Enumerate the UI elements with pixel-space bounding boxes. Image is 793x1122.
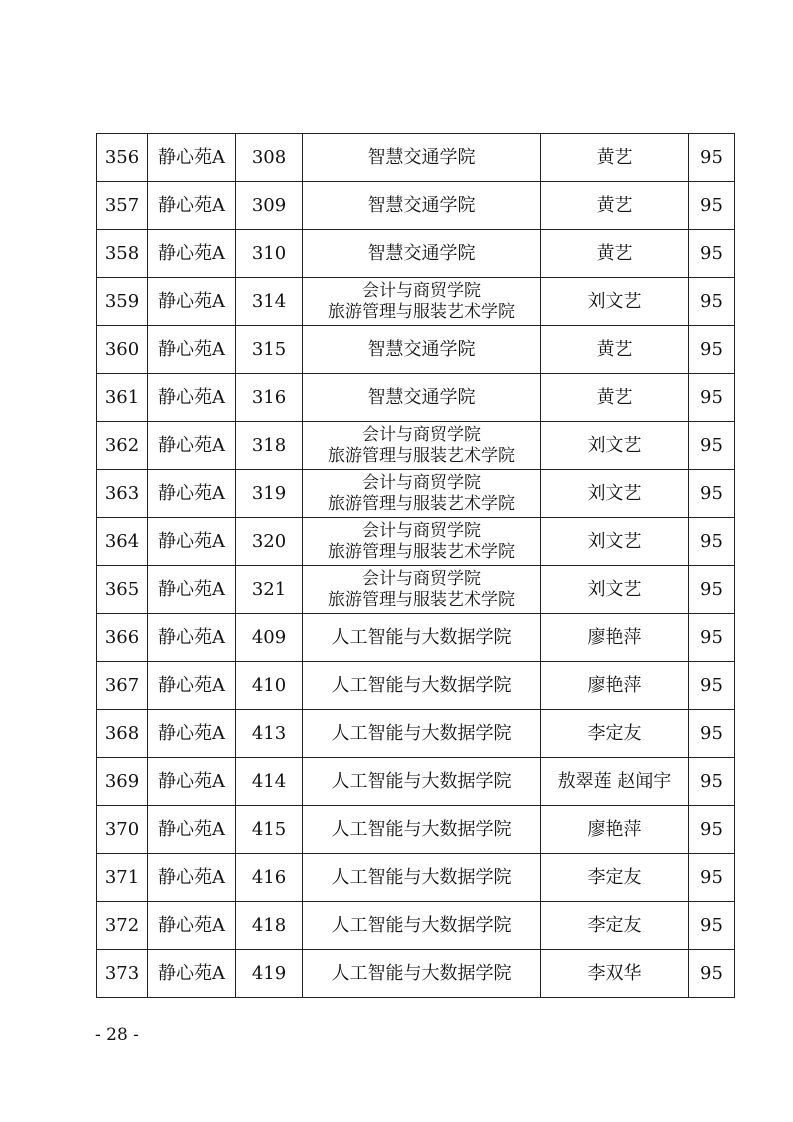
cell-score: 95 <box>689 134 735 182</box>
cell-building: 静心苑A <box>148 950 236 998</box>
cell-score: 95 <box>689 374 735 422</box>
cell-building: 静心苑A <box>148 710 236 758</box>
college-name: 智慧交通学院 <box>367 195 476 216</box>
cell-number: 360 <box>97 326 148 374</box>
cell-building: 静心苑A <box>148 134 236 182</box>
cell-teacher: 黄艺 <box>541 374 689 422</box>
college-name: 旅游管理与服装艺术学院 <box>328 301 515 322</box>
cell-teacher: 黄艺 <box>541 182 689 230</box>
cell-teacher: 廖艳萍 <box>541 614 689 662</box>
cell-score: 95 <box>689 566 735 614</box>
table-row <box>97 902 735 950</box>
cell-building: 静心苑A <box>148 566 236 614</box>
cell-room: 416 <box>236 854 303 902</box>
cell-college <box>303 278 541 326</box>
cell-room: 320 <box>236 518 303 566</box>
cell-room: 315 <box>236 326 303 374</box>
cell-number: 372 <box>97 902 148 950</box>
cell-number: 373 <box>97 950 148 998</box>
cell-score: 95 <box>689 182 735 230</box>
cell-score: 95 <box>689 470 735 518</box>
cell-teacher: 敖翠莲 赵闻宇 <box>541 758 689 806</box>
cell-teacher: 黄艺 <box>541 326 689 374</box>
cell-college <box>303 422 541 470</box>
page-number: - 28 - <box>95 1025 139 1045</box>
cell-score: 95 <box>689 614 735 662</box>
cell-number: 357 <box>97 182 148 230</box>
cell-room: 316 <box>236 374 303 422</box>
table-row <box>97 134 735 182</box>
cell-building: 静心苑A <box>148 806 236 854</box>
table-row <box>97 710 735 758</box>
cell-teacher: 黄艺 <box>541 134 689 182</box>
college-name: 会计与商贸学院 <box>362 472 481 493</box>
cell-room: 415 <box>236 806 303 854</box>
cell-score: 95 <box>689 806 735 854</box>
cell-score: 95 <box>689 950 735 998</box>
table-row <box>97 230 735 278</box>
cell-college <box>303 230 541 278</box>
cell-college <box>303 134 541 182</box>
college-name: 智慧交通学院 <box>367 339 476 360</box>
cell-college <box>303 566 541 614</box>
college-name: 会计与商贸学院 <box>362 520 481 541</box>
cell-building: 静心苑A <box>148 470 236 518</box>
cell-number: 359 <box>97 278 148 326</box>
college-name: 人工智能与大数据学院 <box>331 771 512 792</box>
cell-number: 364 <box>97 518 148 566</box>
college-name: 会计与商贸学院 <box>362 568 481 589</box>
college-name: 智慧交通学院 <box>367 243 476 264</box>
college-name: 旅游管理与服装艺术学院 <box>328 541 515 562</box>
table-row <box>97 374 735 422</box>
cell-college <box>303 326 541 374</box>
table-row <box>97 470 735 518</box>
cell-college <box>303 518 541 566</box>
table-row <box>97 662 735 710</box>
cell-room: 308 <box>236 134 303 182</box>
cell-college <box>303 758 541 806</box>
table-row <box>97 182 735 230</box>
cell-building: 静心苑A <box>148 854 236 902</box>
cell-score: 95 <box>689 278 735 326</box>
college-name: 人工智能与大数据学院 <box>331 915 512 936</box>
cell-building: 静心苑A <box>148 758 236 806</box>
cell-number: 363 <box>97 470 148 518</box>
cell-number: 356 <box>97 134 148 182</box>
cell-teacher: 刘文艺 <box>541 518 689 566</box>
cell-teacher: 廖艳萍 <box>541 662 689 710</box>
college-name: 人工智能与大数据学院 <box>331 627 512 648</box>
cell-college <box>303 614 541 662</box>
table-row <box>97 854 735 902</box>
cell-score: 95 <box>689 902 735 950</box>
table-row <box>97 806 735 854</box>
cell-teacher: 刘文艺 <box>541 470 689 518</box>
cell-building: 静心苑A <box>148 518 236 566</box>
cell-number: 358 <box>97 230 148 278</box>
cell-room: 318 <box>236 422 303 470</box>
cell-score: 95 <box>689 710 735 758</box>
college-name: 人工智能与大数据学院 <box>331 819 512 840</box>
cell-room: 418 <box>236 902 303 950</box>
cell-room: 419 <box>236 950 303 998</box>
cell-teacher: 刘文艺 <box>541 566 689 614</box>
college-name: 会计与商贸学院 <box>362 424 481 445</box>
cell-room: 409 <box>236 614 303 662</box>
cell-teacher: 李双华 <box>541 950 689 998</box>
college-name: 人工智能与大数据学院 <box>331 867 512 888</box>
cell-teacher: 李定友 <box>541 902 689 950</box>
cell-building: 静心苑A <box>148 278 236 326</box>
cell-score: 95 <box>689 230 735 278</box>
college-name: 人工智能与大数据学院 <box>331 675 512 696</box>
cell-teacher: 刘文艺 <box>541 278 689 326</box>
cell-score: 95 <box>689 422 735 470</box>
cell-teacher: 廖艳萍 <box>541 806 689 854</box>
cell-building: 静心苑A <box>148 614 236 662</box>
table-row <box>97 422 735 470</box>
cell-college <box>303 854 541 902</box>
cell-number: 369 <box>97 758 148 806</box>
cell-score: 95 <box>689 758 735 806</box>
cell-number: 370 <box>97 806 148 854</box>
table-body <box>97 134 735 998</box>
table-row <box>97 758 735 806</box>
table-row <box>97 326 735 374</box>
cell-college <box>303 662 541 710</box>
cell-room: 310 <box>236 230 303 278</box>
cell-number: 362 <box>97 422 148 470</box>
cell-room: 414 <box>236 758 303 806</box>
cell-building: 静心苑A <box>148 374 236 422</box>
cell-building: 静心苑A <box>148 662 236 710</box>
cell-college <box>303 182 541 230</box>
cell-score: 95 <box>689 326 735 374</box>
cell-building: 静心苑A <box>148 902 236 950</box>
cell-number: 368 <box>97 710 148 758</box>
table-row <box>97 278 735 326</box>
cell-teacher: 刘文艺 <box>541 422 689 470</box>
cell-teacher: 李定友 <box>541 710 689 758</box>
cell-score: 95 <box>689 662 735 710</box>
cell-building: 静心苑A <box>148 326 236 374</box>
cell-room: 321 <box>236 566 303 614</box>
cell-college <box>303 806 541 854</box>
college-name: 人工智能与大数据学院 <box>331 723 512 744</box>
college-name: 会计与商贸学院 <box>362 280 481 301</box>
cell-number: 361 <box>97 374 148 422</box>
cell-building: 静心苑A <box>148 422 236 470</box>
cell-number: 371 <box>97 854 148 902</box>
cell-college <box>303 470 541 518</box>
cell-room: 319 <box>236 470 303 518</box>
cell-room: 410 <box>236 662 303 710</box>
cell-teacher: 李定友 <box>541 854 689 902</box>
dormitory-score-table <box>96 133 735 998</box>
cell-number: 367 <box>97 662 148 710</box>
cell-college <box>303 902 541 950</box>
cell-score: 95 <box>689 518 735 566</box>
cell-score: 95 <box>689 854 735 902</box>
cell-college <box>303 710 541 758</box>
cell-number: 366 <box>97 614 148 662</box>
cell-building: 静心苑A <box>148 182 236 230</box>
table-row <box>97 566 735 614</box>
table-row <box>97 614 735 662</box>
cell-room: 309 <box>236 182 303 230</box>
cell-number: 365 <box>97 566 148 614</box>
table-row <box>97 518 735 566</box>
college-name: 旅游管理与服装艺术学院 <box>328 589 515 610</box>
cell-room: 413 <box>236 710 303 758</box>
cell-building: 静心苑A <box>148 230 236 278</box>
college-name: 人工智能与大数据学院 <box>331 963 512 984</box>
cell-teacher: 黄艺 <box>541 230 689 278</box>
table-row <box>97 950 735 998</box>
cell-college <box>303 950 541 998</box>
college-name: 旅游管理与服装艺术学院 <box>328 445 515 466</box>
college-name: 智慧交通学院 <box>367 387 476 408</box>
cell-room: 314 <box>236 278 303 326</box>
cell-college <box>303 374 541 422</box>
college-name: 智慧交通学院 <box>367 147 476 168</box>
college-name: 旅游管理与服装艺术学院 <box>328 493 515 514</box>
